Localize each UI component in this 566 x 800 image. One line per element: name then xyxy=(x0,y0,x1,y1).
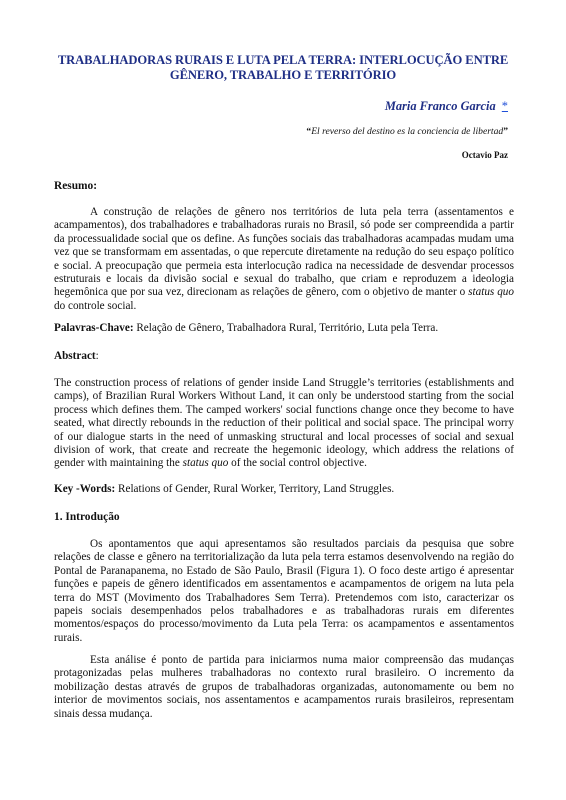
abstract-heading xyxy=(54,350,514,363)
epigraph xyxy=(306,126,508,137)
key-words xyxy=(54,483,514,496)
key-words-text: Relations of Gender, Rural Worker, Territory, Land Struggles. xyxy=(115,483,395,495)
epigraph-text: El reverso del destino es la conciencia de libertad xyxy=(311,126,504,137)
resumo-emphasis: status quo xyxy=(468,286,514,299)
abstract-heading-label: Abstract xyxy=(54,350,96,362)
resumo-heading: Resumo: xyxy=(54,180,98,192)
palavras-chave-label: Palavras-Chave: xyxy=(54,322,134,334)
abstract-emphasis: status quo xyxy=(182,457,229,470)
introducao-heading: 1. Introdução xyxy=(54,511,120,523)
abstract-heading-colon: : xyxy=(95,350,99,362)
abstract-text-end: of the social control objective. xyxy=(228,457,367,470)
key-words-label: Key -Words: xyxy=(54,483,116,495)
author-name: Maria Franco Garcia xyxy=(384,99,496,113)
epigraph-open-quote: “ xyxy=(306,126,312,137)
author-line xyxy=(385,99,508,114)
abstract-text: The construction process of relations of gender inside Land Struggle’s territories (establishments and camps), of Brazilian Rural Workers Without Land, it can only be understood starting from the social process which defines them. The camped workers' social functions change once they become to have seated, what directly rebounds in the reduction of their political and social space. The principal worry of our dialogue starts in the need of unmasking structural and local processes of social and sexual division of work, that create and recreate the hegemonic ideology, which address the relations of gender with maintaining the xyxy=(54,377,514,470)
epigraph-close-quote: ” xyxy=(503,126,508,137)
palavras-chave-text: Relação de Gênero, Trabalhadora Rural, Território, Luta pela Terra. xyxy=(133,322,439,334)
epigraph-author: Octavio Paz xyxy=(461,150,508,160)
palavras-chave xyxy=(54,322,514,335)
introducao-paragraph-2: Esta análise é ponto de partida para iniciarmos numa maior compreensão das mudanças protagonizadas pelas mulheres trabalhadoras no contexto rural brasileiro. O incremento da mobilização destas através de grupos de trabalhadoras organizadas, autonomamente ou bem no interior de movimentos sociais, nos assentamentos e acampamentos rurais brasileiros, representam sinais dessa mudança. xyxy=(54,654,514,720)
resumo-paragraph xyxy=(54,206,514,313)
resumo-text-end: do controle social. xyxy=(54,299,137,312)
resumo-text: A construção de relações de gênero nos territórios de luta pela terra (assentamentos e acampamentos), dos trabalhadores e trabalhadoras rurais no Brasil, só pode ser compreendida a partir da processualidade social que os define. As funções sociais das trabalhadoras acampadas mudam uma vez que se transformam em assentadas, o que repercute diretamente na redução do seu espaço político e social. A preocupação que permeia esta interlocução radica na necessidade de desvendar processos estruturais e locais da divisão social e sexual do trabalho, que criam e reproduzem a ideologia hegemônica que por sua vez, direcionam as relações de gênero, com o objetivo de manter o xyxy=(54,206,514,299)
author-footnote-link[interactable]: * xyxy=(501,99,508,113)
abstract-paragraph xyxy=(54,377,514,471)
paper-title: TRABALHADORAS RURAIS E LUTA PELA TERRA: INTERLOCUÇÃO ENTRE GÊNERO, TRABALHO E TERRITÓRIO xyxy=(57,53,509,82)
introducao-paragraph-1: Os apontamentos que aqui apresentamos são resultados parciais da pesquisa que sobre relações de classe e gênero na territorialização da luta pela terra estamos desenvolvendo na região do Pontal de Paranapanema, no Estado de São Paulo, Brasil (Figura 1). O foco deste artigo é apresentar funções e papeis de gênero identificados em assentamentos e acampamentos de origem na luta pela terra do MST (Movimento dos Trabalhadores Sem Terra). Pretendemos com isto, caracterizar os papeis sociais desempenhados pelos trabalhadores e as trabalhadoras rurais em diferentes momentos/espaços do processo/movimento da Luta pela Terra: os acampamentos e assentamentos rurais. xyxy=(54,538,514,644)
